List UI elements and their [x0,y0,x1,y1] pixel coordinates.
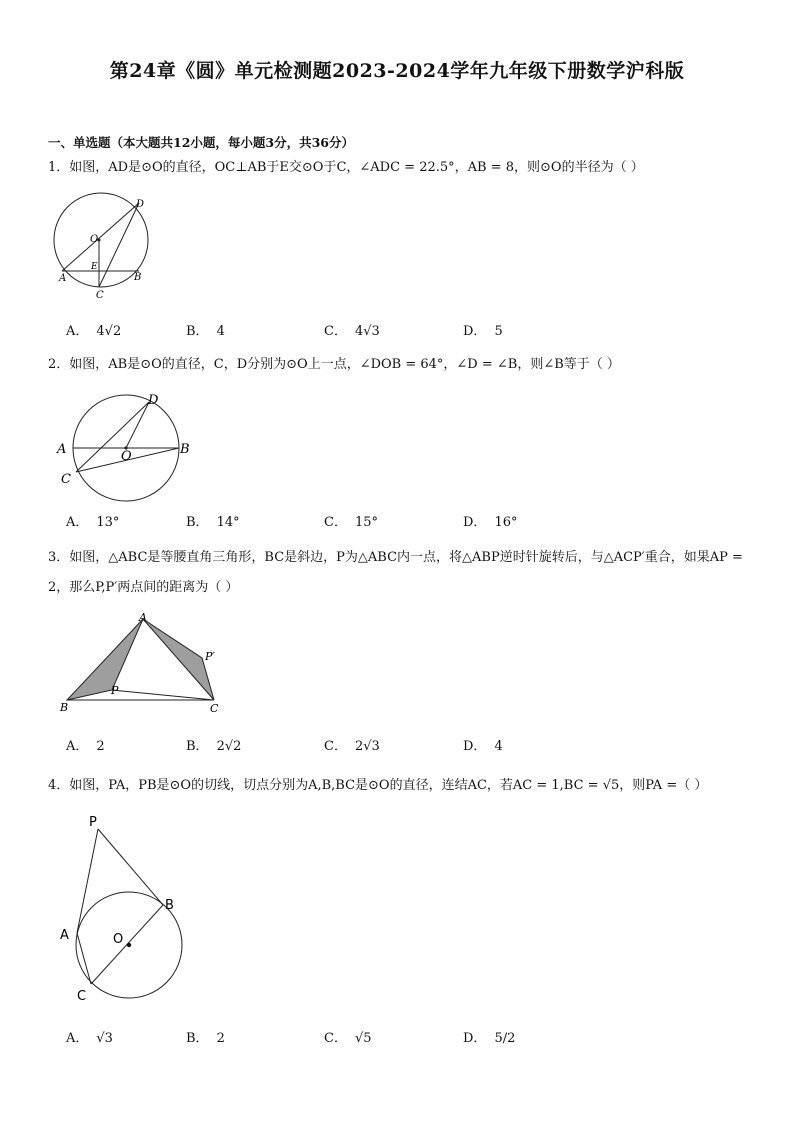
label-D: D [148,393,159,408]
question-number: 1． [48,160,70,175]
question-text: 如图，PA，PB是⊙O的切线，切点分别为A,B,BC是⊙O的直径，连结AC，若AC = 1,BC = √5，则PA =（ ） [69,778,708,793]
label-O: O [90,234,99,245]
question-text: 如图，AD是⊙O的直径，OC⊥AB于E交⊙O于C，∠ADC = 22.5°，AB = 8，则⊙O的半径为（ ） [69,160,644,175]
options-q2 [66,511,586,533]
label-D: D [136,199,145,210]
figure-q2 [52,388,202,507]
question-3 [48,543,748,603]
label-A: A [59,273,67,284]
section-heading: 一、单选题（本大题共12小题，每小题3分，共36分） [48,135,354,150]
question-4 [48,776,707,796]
options-q3 [66,735,586,757]
option-d[interactable]: D． 4 [463,739,503,754]
option-a[interactable]: A． 2 [66,739,105,754]
question-number: 4． [48,778,70,793]
label-B: B [134,272,142,283]
option-c[interactable]: C． √5 [324,1031,372,1046]
question-text: 如图，AB是⊙O的直径，C，D分别为⊙O上一点，∠DOB = 64°，∠D = ∠B，则∠B等于（ ） [69,357,620,372]
question-1 [48,158,644,178]
label-C: C [61,472,71,487]
label-C: C [96,290,104,301]
question-2 [48,355,620,375]
label-A: A [57,442,67,457]
figure-q1 [50,192,160,306]
label-B: B [60,701,69,714]
option-c[interactable]: C． 4√3 [324,324,380,339]
option-b[interactable]: B． 2√2 [186,739,242,754]
question-text: 如图，△ABC是等腰直角三角形，BC是斜边，P为△ABC内一点，将△ABP逆时针旋转后，与△ACP′重合，如果AP = 2，那么P,P′两点间的距离为（ ） [48,550,743,595]
label-B: B [180,442,190,457]
label-C: C [77,989,87,1004]
options-q1 [66,320,586,342]
label-P: P [89,815,97,830]
question-number: 3． [48,550,70,565]
label-C: C [210,702,219,715]
label-O: O [121,449,132,464]
label-P-prime: P′ [205,650,215,663]
label-E: E [91,262,98,272]
label-O: O [113,932,124,947]
label-P: P [111,684,119,697]
option-d[interactable]: D． 5 [463,324,503,339]
option-a[interactable]: A． 13° [66,515,120,530]
option-d[interactable]: D． 5/2 [463,1031,516,1046]
option-a[interactable]: A． √3 [66,1031,113,1046]
label-B: B [165,898,174,913]
option-b[interactable]: B． 4 [186,324,225,339]
options-q4 [66,1027,586,1049]
label-A: A [139,611,147,624]
figure-q3 [55,610,235,724]
option-c[interactable]: C． 2√3 [324,739,380,754]
option-d[interactable]: D． 16° [463,515,518,530]
option-b[interactable]: B． 14° [186,515,240,530]
page-title: 第24章《圆》单元检测题2023-2024学年九年级下册数学沪科版 [109,60,685,82]
figure-q4 [55,808,195,1012]
option-c[interactable]: C． 15° [324,515,378,530]
option-b[interactable]: B． 2 [186,1031,225,1046]
option-a[interactable]: A． 4√2 [66,324,122,339]
label-A: A [60,928,69,943]
question-number: 2． [48,357,70,372]
